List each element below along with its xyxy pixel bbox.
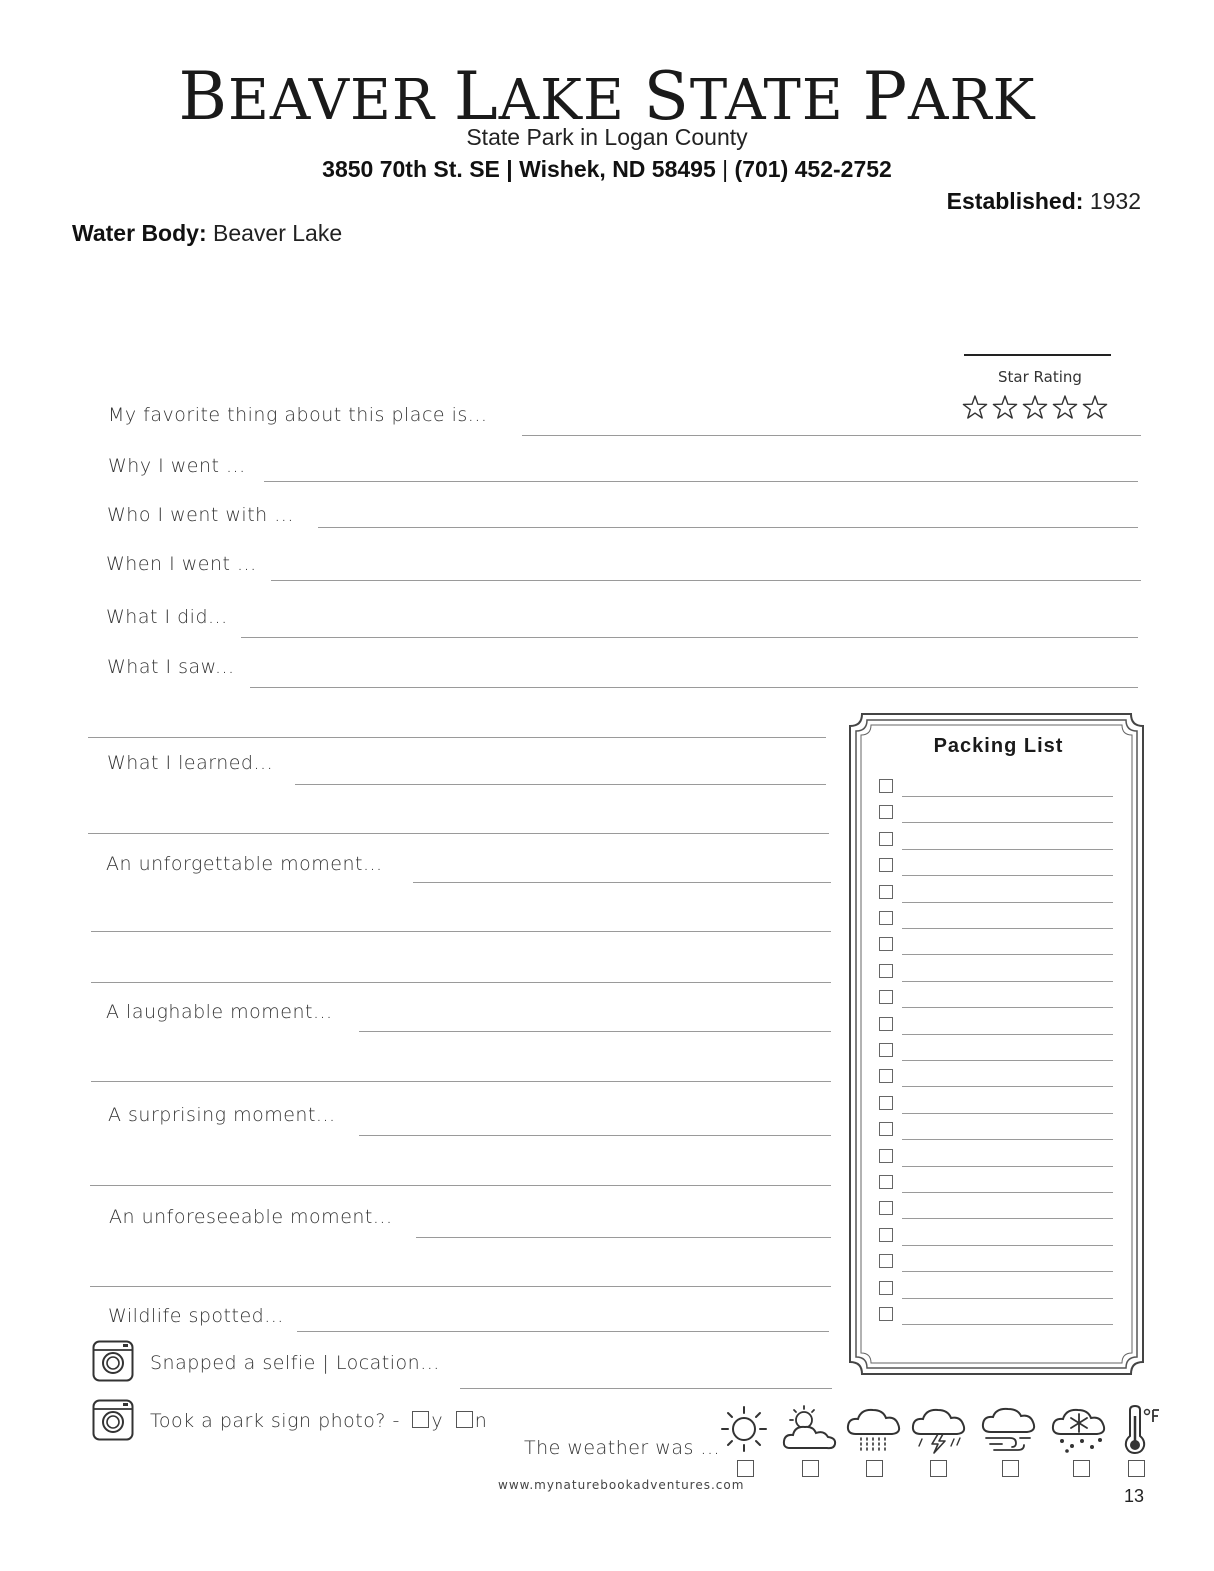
rain-checkbox[interactable] — [866, 1460, 883, 1477]
unforgettable-field-2[interactable] — [91, 931, 831, 932]
star-rating-label: Star Rating — [998, 368, 1082, 386]
wildlife-field[interactable] — [297, 1331, 829, 1332]
no-checkbox[interactable] — [456, 1411, 473, 1428]
surprising-field-2[interactable] — [90, 1185, 831, 1186]
prompt-selfie: Snapped a selfie | Location... — [150, 1352, 440, 1374]
prompt-wildlife: Wildlife spotted... — [108, 1305, 284, 1327]
sunny-icon — [715, 1404, 773, 1454]
packing-item-line[interactable] — [902, 1298, 1113, 1299]
snow-icon — [1050, 1404, 1108, 1454]
star-1-icon — [963, 396, 986, 418]
unforgettable-field[interactable] — [413, 882, 831, 883]
prompt-saw: What I saw... — [107, 656, 235, 678]
established: Established: 1932 — [946, 188, 1141, 214]
packing-item-checkbox[interactable] — [879, 1017, 893, 1031]
yes-label: y — [431, 1410, 444, 1432]
page-number: 13 — [1124, 1486, 1145, 1506]
prompt-did: What I did... — [106, 606, 228, 628]
partly-cloudy-icon — [780, 1404, 838, 1454]
packing-item-line[interactable] — [902, 1086, 1113, 1087]
thermometer-icon — [1116, 1404, 1174, 1454]
thermometer-checkbox[interactable] — [1128, 1460, 1145, 1477]
packing-item-checkbox[interactable] — [879, 858, 893, 872]
packing-item-line[interactable] — [902, 796, 1113, 797]
star-rating-line — [964, 354, 1111, 356]
star-rating[interactable] — [962, 393, 1112, 423]
packing-item-checkbox[interactable] — [879, 1096, 893, 1110]
when-field[interactable] — [271, 580, 1141, 581]
packing-item-line[interactable] — [902, 822, 1113, 823]
packing-item-line[interactable] — [902, 1324, 1113, 1325]
prompt-sign-photo: Took a park sign photo? - y n — [150, 1410, 488, 1432]
thunderstorm-checkbox[interactable] — [930, 1460, 947, 1477]
packing-item-line[interactable] — [902, 954, 1113, 955]
windy-checkbox[interactable] — [1002, 1460, 1019, 1477]
star-5-icon — [1083, 396, 1106, 418]
packing-item-line[interactable] — [902, 1271, 1113, 1272]
packing-item-line[interactable] — [902, 1139, 1113, 1140]
footer-url[interactable]: www.mynaturebookadventures.com — [498, 1478, 745, 1492]
packing-item-line[interactable] — [902, 981, 1113, 982]
star-2-icon — [993, 396, 1016, 418]
why-field[interactable] — [264, 481, 1138, 482]
subtitle: State Park in Logan County — [466, 124, 748, 150]
packing-item-checkbox[interactable] — [879, 1228, 893, 1242]
prompt-surprising: A surprising moment... — [108, 1104, 336, 1126]
prompt-who: Who I went with ... — [107, 504, 294, 526]
who-field[interactable] — [318, 527, 1138, 528]
address-street: 3850 70th St. SE — [322, 156, 500, 182]
packing-item-checkbox[interactable] — [879, 990, 893, 1004]
saw-field[interactable] — [250, 687, 1138, 688]
packing-item-checkbox[interactable] — [879, 1149, 893, 1163]
water-body: Water Body: Beaver Lake — [72, 220, 343, 246]
learned-field-2[interactable] — [88, 833, 829, 834]
rain-icon — [845, 1404, 903, 1454]
packing-item-line[interactable] — [902, 1007, 1113, 1008]
packing-item-line[interactable] — [902, 928, 1113, 929]
packing-item-checkbox[interactable] — [879, 1254, 893, 1268]
camera-icon — [92, 1340, 134, 1382]
selfie-location-field[interactable] — [460, 1388, 832, 1389]
packing-item-line[interactable] — [902, 1113, 1113, 1114]
unforgettable-field-3[interactable] — [91, 982, 831, 983]
prompt-unforgettable: An unforgettable moment... — [106, 853, 383, 875]
packing-item-checkbox[interactable] — [879, 1122, 893, 1136]
favorite-field[interactable] — [522, 435, 1141, 436]
star-3-icon — [1023, 396, 1046, 418]
windy-icon — [980, 1404, 1038, 1454]
prompt-unforeseeable: An unforeseeable moment... — [109, 1206, 393, 1228]
packing-item-checkbox[interactable] — [879, 805, 893, 819]
star-4-icon — [1053, 396, 1076, 418]
packing-item-line[interactable] — [902, 902, 1113, 903]
packing-item-checkbox[interactable] — [879, 1175, 893, 1189]
packing-item-line[interactable] — [902, 849, 1113, 850]
yes-checkbox[interactable] — [412, 1411, 429, 1428]
weather-label: The weather was ... — [524, 1437, 721, 1459]
packing-item-checkbox[interactable] — [879, 937, 893, 951]
packing-item-checkbox[interactable] — [879, 1281, 893, 1295]
packing-list-title: Packing List — [933, 735, 1064, 757]
packing-item-checkbox[interactable] — [879, 1069, 893, 1083]
packing-item-checkbox[interactable] — [879, 911, 893, 925]
address: 3850 70th St. SE | Wishek, ND 58495 | (701) 452-2752 — [322, 156, 892, 182]
laughable-field[interactable] — [359, 1031, 831, 1032]
learned-field[interactable] — [295, 784, 826, 785]
partly-cloudy-checkbox[interactable] — [802, 1460, 819, 1477]
unforeseeable-field[interactable] — [416, 1237, 831, 1238]
saw-field-2[interactable] — [88, 737, 826, 738]
no-label: n — [474, 1410, 488, 1432]
packing-item-line[interactable] — [902, 1034, 1113, 1035]
page-title: BEAVER LAKE STATE PARK — [178, 58, 1036, 135]
unforeseeable-field-2[interactable] — [90, 1286, 831, 1287]
sunny-checkbox[interactable] — [737, 1460, 754, 1477]
camera-icon — [92, 1399, 134, 1441]
prompt-when: When I went ... — [106, 553, 257, 575]
packing-item-checkbox[interactable] — [879, 1307, 893, 1321]
address-city: Wishek, ND 58495 — [519, 156, 716, 182]
packing-item-line[interactable] — [902, 1245, 1113, 1246]
packing-item-line[interactable] — [902, 1218, 1113, 1219]
snow-checkbox[interactable] — [1073, 1460, 1090, 1477]
prompt-learned: What I learned... — [107, 752, 274, 774]
packing-item-line[interactable] — [902, 1192, 1113, 1193]
packing-item-checkbox[interactable] — [879, 832, 893, 846]
thunderstorm-icon — [910, 1404, 968, 1454]
prompt-laughable: A laughable moment... — [106, 1001, 333, 1023]
packing-item-checkbox[interactable] — [879, 1043, 893, 1057]
packing-item-checkbox[interactable] — [879, 885, 893, 899]
packing-item-line[interactable] — [902, 875, 1113, 876]
address-phone: (701) 452-2752 — [734, 156, 892, 182]
did-field[interactable] — [241, 637, 1138, 638]
packing-item-line[interactable] — [902, 1060, 1113, 1061]
packing-item-checkbox[interactable] — [879, 1201, 893, 1215]
packing-item-line[interactable] — [902, 1166, 1113, 1167]
packing-item-checkbox[interactable] — [879, 779, 893, 793]
prompt-why: Why I went ... — [108, 455, 246, 477]
surprising-field[interactable] — [359, 1135, 831, 1136]
prompt-favorite: My favorite thing about this place is... — [108, 404, 488, 426]
packing-item-checkbox[interactable] — [879, 964, 893, 978]
laughable-field-2[interactable] — [91, 1081, 831, 1082]
